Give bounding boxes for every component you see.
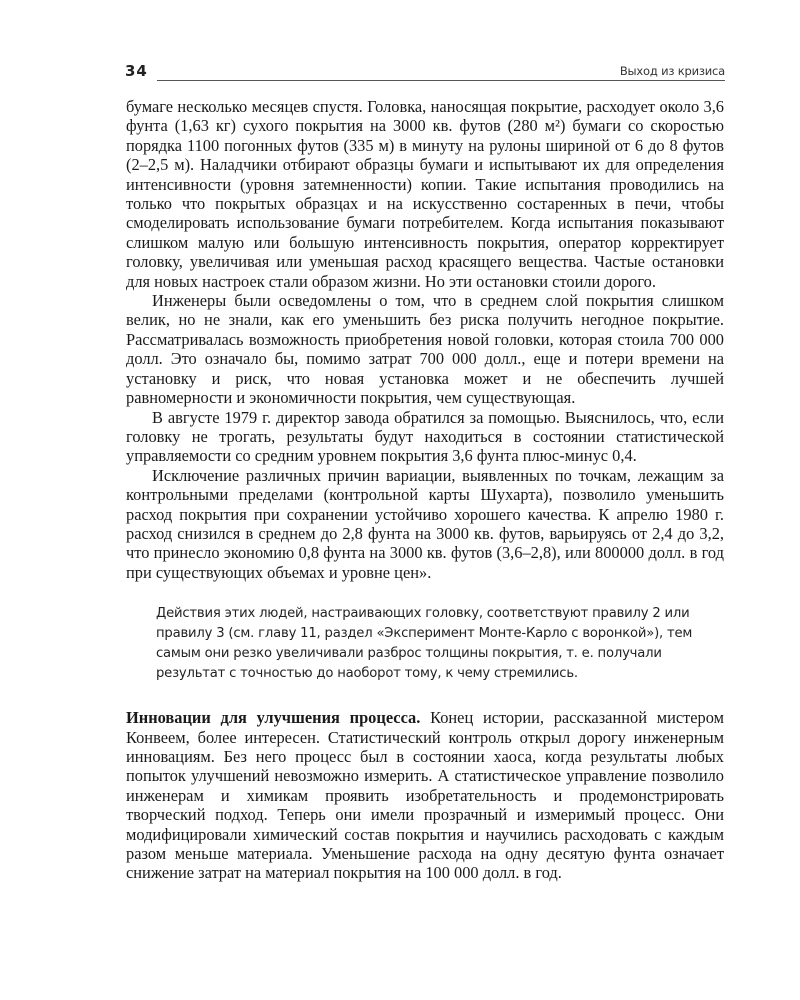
section-paragraph (126, 708, 724, 883)
paragraph: В августе 1979 г. директор завода обратился за помощью. Выяснилось, что, если головку не трогать, результаты будут находиться в состоянии статистической управляемости со средним уровнем покрытия 3,6 фунта плюс-минус 0,4. (126, 407, 724, 466)
section-heading: Инновации для улучшения процесса. (126, 708, 421, 728)
page-number: 34 (125, 62, 148, 80)
page-body (126, 97, 724, 883)
page-header (125, 62, 725, 84)
section-text: Конец истории, рассказанной мистером Конвеем, более интересен. Статистический контроль открыл дорогу инженерным инновациям. Без него процесс был в состоянии хаоса, когда результаты любых попыток улучшений невозможно измерить. А статистическое управление позволило инженерам и химикам проявить изобретательность и продемонстрировать творческий подход. Теперь они имели прозрачный и измеримый процесс. Они модифицировали химический состав покрытия и научились расходовать с каждым разом меньше материала. Уменьшение расхода на одну десятую фунта означает снижение затрат на материал покрытия на 100 000 долл. в год. (126, 708, 724, 883)
author-note: Действия этих людей, настраивающих головку, соответствуют правилу 2 или правилу 3 (см. главу 11, раздел «Эксперимент Монте-Карло с воронкой»), тем самым они резко увеличивали разброс толщины покрытия, т. е. получали результат с точностью до наоборот тому, к чему стремились. (156, 606, 693, 682)
running-title: Выход из кризиса (619, 64, 725, 78)
paragraph: Инженеры были осведомлены о том, что в среднем слой покрытия слишком велик, но не знали, как его уменьшить без риска получить негодное покрытие. Рассматривалась возможность приобретения новой головки, которая стоила 700 000 долл. Это означало бы, помимо затрат 700 000 долл., еще и потери времени на установку и риск, что новая установка может и не обеспечить лучшей равномерности и экономичности покрытия, чем существующая. (126, 291, 724, 408)
header-rule (157, 80, 725, 81)
paragraph: Исключение различных причин вариации, выявленных по точкам, лежащим за контрольными пределами (контрольной карты Шухарта), позволило уменьшить расход покрытия при сохранении устойчиво хорошего качества. К апрелю 1980 г. расход снизился в среднем до 2,8 фунта на 3000 кв. футов, варьируясь от 2,4 до 3,2, что принесло экономию 0,8 фунта на 3000 кв. футов (3,6–2,8), или 800000 долл. в год при существующих объемах и уровне цен». (126, 465, 724, 582)
paragraph-continued: бумаге несколько месяцев спустя. Головка, наносящая покрытие, расходует около 3,6 фунта (1,63 кг) сухого покрытия на 3000 кв. футов (280 м²) бумаги со скоростью порядка 1100 погонных футов (335 м) в минуту на рулоны шириной от 6 до 8 футов (2–2,5 м). Наладчики отбирают образцы бумаги и испытывают их для определения интенсивности (уровня затемненности) копии. Такие испытания проводились на только что покрытых образцах и на искусственно состаренных в печи, чтобы смоделировать использование бумаги потребителем. Когда испытания показывают слишком малую или большую интенсивность покрытия, оператор корректирует головку, увеличивая или уменьшая расход красящего вещества. Частые остановки для новых настроек стали образом жизни. Но эти остановки стоили дорого. (126, 97, 724, 291)
